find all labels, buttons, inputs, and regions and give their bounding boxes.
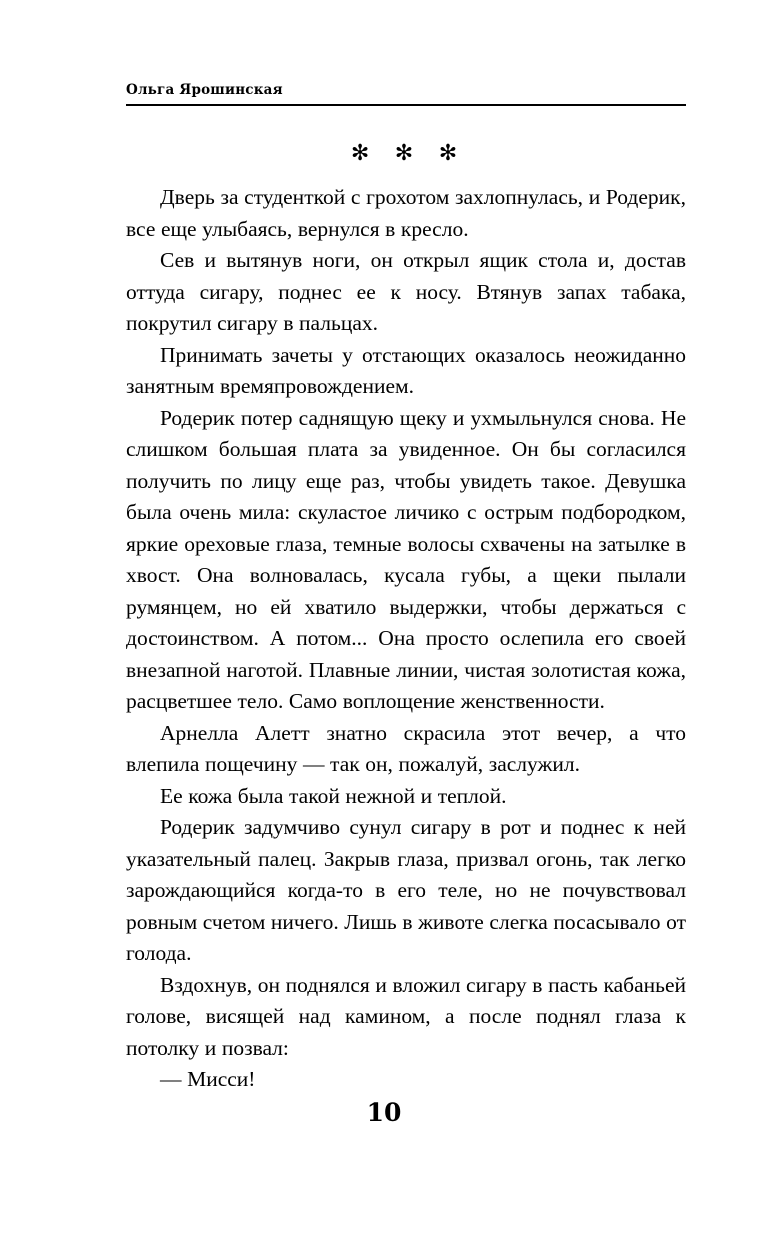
paragraph: Сев и вытянув ноги, он открыл ящик стола и, достав оттуда сигару, поднес ее к носу. Втянув запах табака, покрутил сигару в пальцах. — [126, 248, 686, 335]
header-rule — [126, 104, 686, 106]
page-number: 10 — [366, 1098, 402, 1127]
paragraph: Арнелла Алетт знатно скрасила этот вечер, а что влепила пощечину — так он, пожалуй, заслужил. — [126, 720, 686, 776]
paragraph: Принимать зачеты у отстающих оказалось неожиданно занятным времяпровождением. — [126, 342, 686, 398]
paragraph: Родерик потер саднящую щеку и ухмыльнулся снова. Не слишком большая плата за увиденное. Он бы согласился получить по лицу еще раз, чтобы увидеть такое. Девушка была очень мила: скуластое личико с острым подбородком, яркие ореховые глаза, темные волосы схвачены на затылке в хвост. Она волновалась, кусала губы, а щеки пылали румянцем, но ей хватило выдержки, чтобы держаться с достоинством. А потом... Она просто ослепила его своей внезапной наготой. Плавные линии, чистая золотистая кожа, расцветшее тело. Само воплощение женственности. — [126, 405, 686, 713]
page-content — [126, 82, 686, 1096]
paragraph: Ее кожа была такой нежной и теплой. — [160, 783, 507, 808]
running-head: Ольга Ярошинская — [126, 82, 283, 98]
section-break-ornament: ✻ ✻ ✻ — [350, 140, 468, 165]
paragraph: Родерик задумчиво сунул сигару в рот и поднес к ней указательный палец. Закрыв глаза, призвал огонь, так легко зарождающийся когда-то в его теле, но не почувствовал ровным счетом ничего. Лишь в животе слегка посасывало от голода. — [126, 815, 686, 965]
paragraph: — Мисси! — [160, 1067, 256, 1091]
paragraph: Дверь за студенткой с грохотом захлопнулась, и Родерик, все еще улыбаясь, вернулся в кресло. — [126, 185, 686, 241]
paragraph: Вздохнув, он поднялся и вложил сигару в пасть кабаньей голове, висящей над камином, а после поднял глаза к потолку и позвал: — [126, 972, 686, 1060]
